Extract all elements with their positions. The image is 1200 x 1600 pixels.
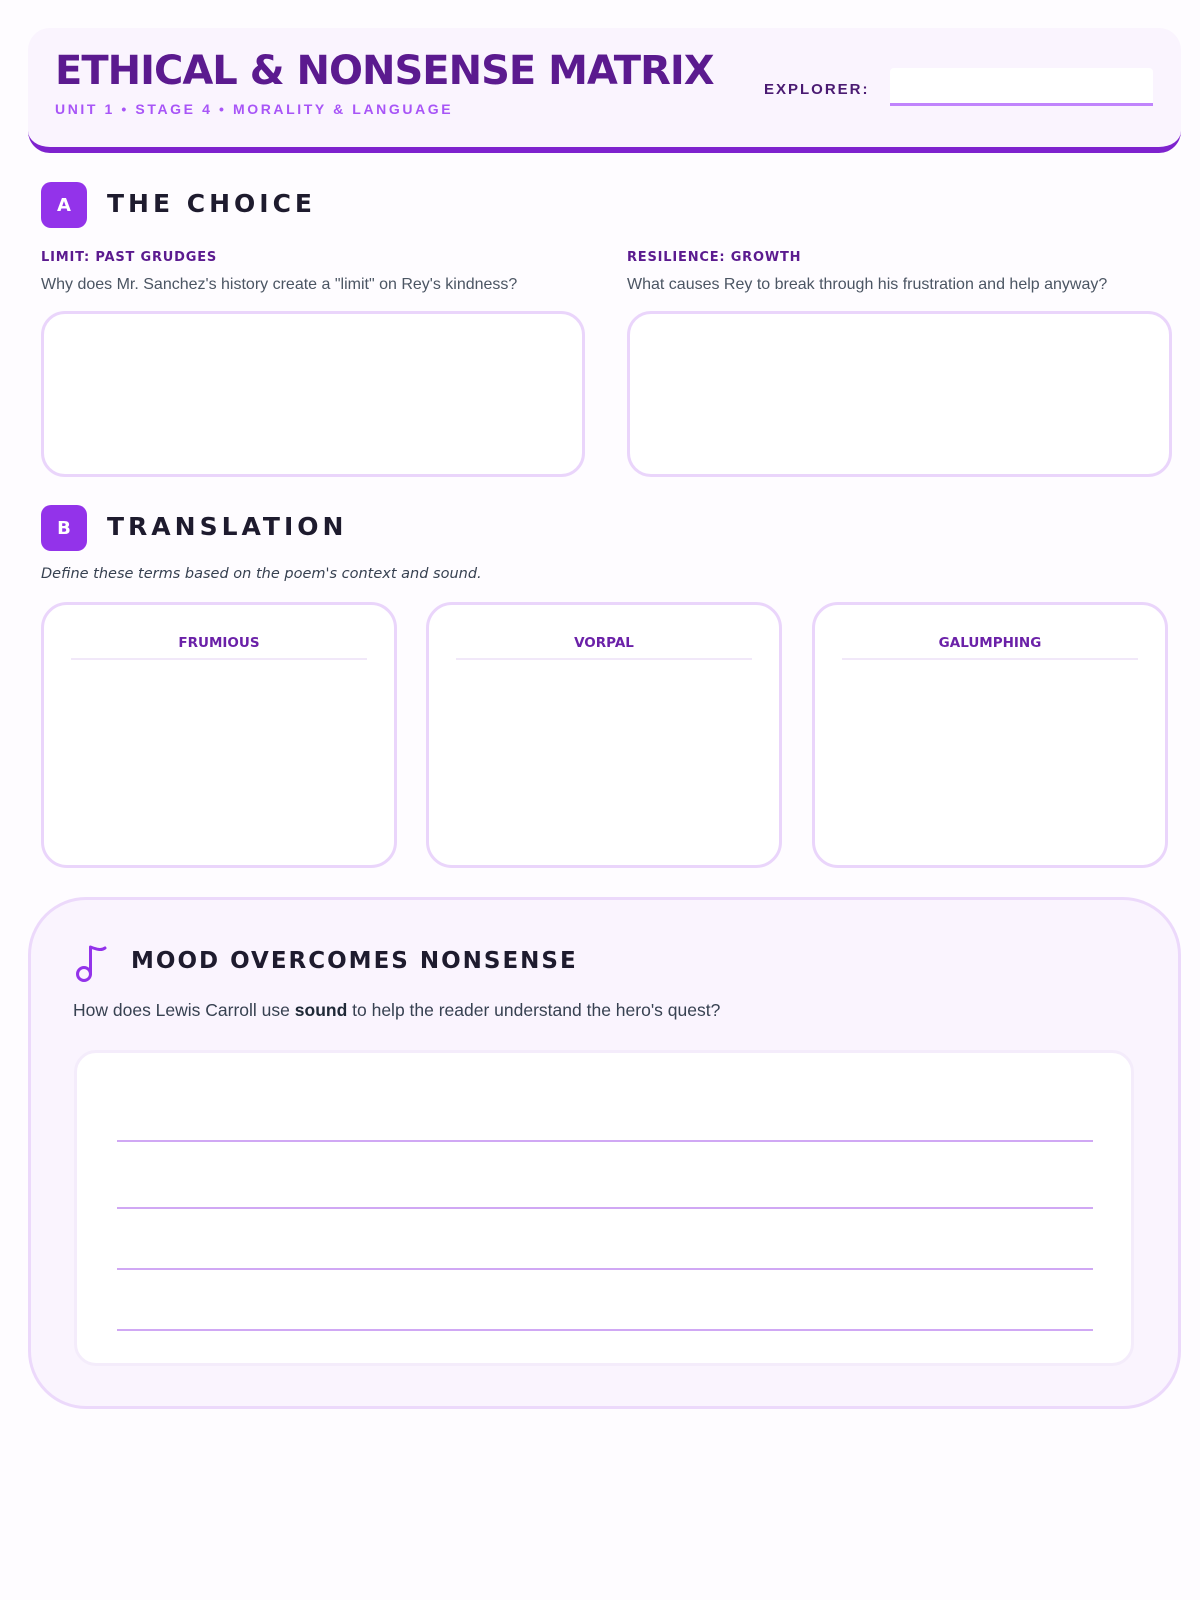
term-label: VORPAL xyxy=(456,635,752,660)
section-a-badge: A xyxy=(41,182,87,228)
term-card-vorpal[interactable] xyxy=(426,602,782,868)
explorer-label: EXPLORER: xyxy=(764,81,870,98)
worksheet-header xyxy=(28,28,1181,153)
limit-question-label: LIMIT: PAST GRUDGES xyxy=(41,250,218,265)
writing-line xyxy=(117,1207,1093,1209)
resilience-question-text: What causes Rey to break through his frustration and help anyway? xyxy=(627,276,1108,293)
term-card-galumphing[interactable] xyxy=(812,602,1168,868)
mood-question: How does Lewis Carroll use sound to help the reader understand the hero's quest? xyxy=(73,1000,721,1020)
term-label: FRUMIOUS xyxy=(71,635,367,660)
explorer-name-input[interactable] xyxy=(890,68,1153,106)
term-card-frumious[interactable] xyxy=(41,602,397,868)
section-a-title: THE CHOICE xyxy=(107,189,317,218)
section-b-title: TRANSLATION xyxy=(107,512,348,541)
term-label: GALUMPHING xyxy=(842,635,1138,660)
mood-writing-area[interactable] xyxy=(74,1050,1134,1366)
mood-title: MOOD OVERCOMES NONSENSE xyxy=(131,948,578,974)
mood-panel xyxy=(28,897,1181,1409)
unit-subtitle: UNIT 1 • STAGE 4 • MORALITY & LANGUAGE xyxy=(55,101,454,117)
writing-line xyxy=(117,1329,1093,1331)
writing-line xyxy=(117,1268,1093,1270)
resilience-question-label: RESILIENCE: GROWTH xyxy=(627,250,802,265)
writing-line xyxy=(117,1140,1093,1142)
translation-instructions: Define these terms based on the poem's context and sound. xyxy=(41,566,482,582)
resilience-answer-box[interactable] xyxy=(627,311,1172,477)
section-b-badge: B xyxy=(41,505,87,551)
limit-answer-box[interactable] xyxy=(41,311,585,477)
music-note-icon xyxy=(75,942,109,984)
page-title: ETHICAL & NONSENSE MATRIX xyxy=(55,48,714,94)
limit-question-text: Why does Mr. Sanchez's history create a "limit" on Rey's kindness? xyxy=(41,276,518,293)
emphasis-sound: sound xyxy=(294,1000,348,1020)
